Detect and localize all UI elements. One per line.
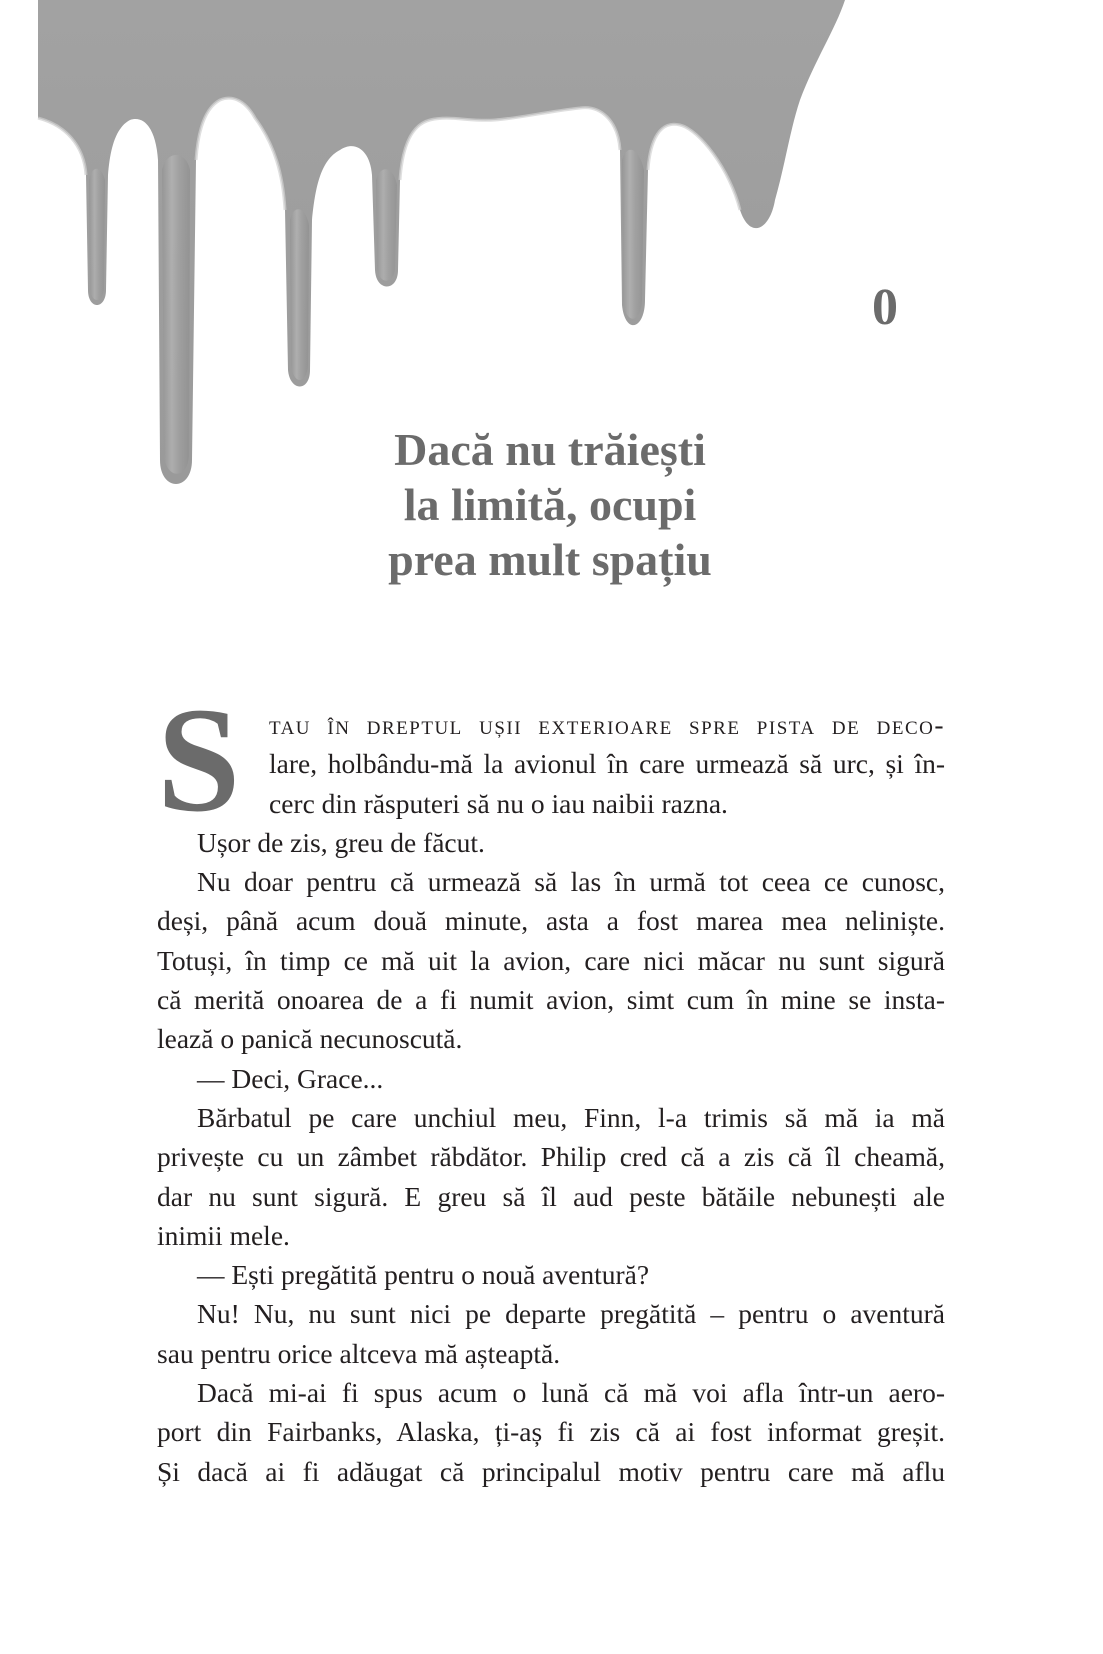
chapter-title-line: Dacă nu trăiești: [394, 424, 706, 475]
text-line: inimii mele.: [157, 1219, 290, 1251]
text-line: — Ești pregătită pentru o nouă aventură?: [197, 1259, 650, 1291]
text-line: Totuși, în timp ce mă uit la avion, care nici măcar nu sunt sigură: [157, 944, 945, 976]
chapter-body-text: [157, 705, 945, 1491]
chapter-number: 0: [872, 279, 898, 336]
chapter-title-line: la limită, ocupi: [403, 479, 697, 530]
text-line: Nu! Nu, nu sunt nici pe departe pregătită – pentru o aventură: [197, 1298, 945, 1330]
text-line: sau pentru orice altceva mă așteaptă.: [157, 1337, 561, 1369]
text-line: deși, până acum două minute, asta a fost marea mea neliniște.: [157, 905, 945, 937]
drop-cap: S: [157, 677, 241, 843]
text-line: Ușor de zis, greu de făcut.: [197, 826, 485, 858]
text-line: Dacă mi-ai fi spus acum o lună că mă voi afla într-un aero-: [197, 1377, 945, 1409]
text-line: lează o panică necunoscută.: [157, 1023, 463, 1055]
text-line: cerc din răsputeri să nu o iau naibii razna.: [269, 787, 728, 819]
chapter-title-line: prea mult spațiu: [388, 534, 712, 585]
text-line: că merită onoarea de a fi numit avion, simt cum în mine se insta-: [157, 984, 945, 1016]
text-line: dar nu sunt sigură. E greu să îl aud peste bătăile nebunești ale: [157, 1180, 945, 1212]
text-line: privește cu un zâmbet răbdător. Philip cred că a zis că îl cheamă,: [157, 1141, 945, 1173]
text-line: — Deci, Grace...: [197, 1062, 384, 1094]
text-line: Bărbatul pe care unchiul meu, Finn, l-a trimis să mă ia mă: [197, 1101, 945, 1133]
text-line: lare, holbându-mă la avionul în care urmează să urc, și în-: [269, 748, 945, 780]
text-line: Și dacă ai fi adăugat că principalul motiv pentru care mă aflu: [157, 1455, 945, 1487]
text-line: Nu doar pentru că urmează să las în urmă tot ceea ce cunosc,: [197, 866, 945, 898]
text-line: tau în dreptul ușii exterioare spre pista de deco-: [269, 709, 945, 740]
chapter-title: [330, 422, 770, 587]
text-line: port din Fairbanks, Alaska, ți-aș fi zis că ai fost informat greșit.: [157, 1416, 945, 1448]
